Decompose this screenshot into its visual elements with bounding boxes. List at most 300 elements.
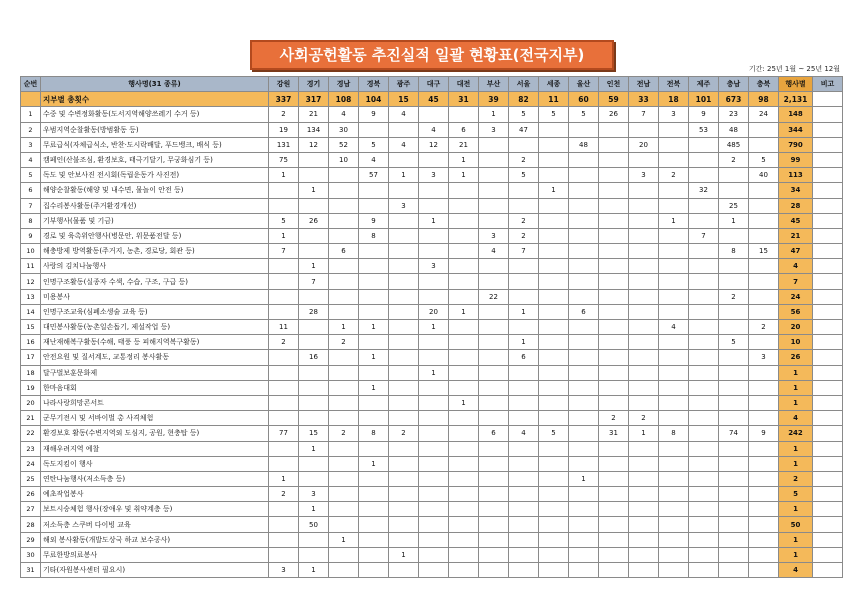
region-count: [479, 487, 509, 502]
table-row: [21, 441, 843, 456]
activity-sum: 1: [779, 532, 813, 547]
header-region: 충북: [749, 77, 779, 92]
region-count: [599, 168, 629, 183]
region-count: [419, 107, 449, 122]
region-count: [389, 441, 419, 456]
region-count: [329, 411, 359, 426]
region-count: [599, 502, 629, 517]
region-count: [629, 274, 659, 289]
region-count: [389, 335, 419, 350]
region-count: [449, 380, 479, 395]
activity-name: 독도지킴이 행사: [41, 456, 269, 471]
region-count: [689, 350, 719, 365]
region-count: [329, 350, 359, 365]
activity-sum: 21: [779, 228, 813, 243]
region-count: [509, 502, 539, 517]
total-sum: 2,131: [779, 92, 813, 107]
total-value: 98: [749, 92, 779, 107]
region-count: [419, 183, 449, 198]
region-count: 6: [329, 244, 359, 259]
region-count: [569, 487, 599, 502]
total-value: 108: [329, 92, 359, 107]
activity-sum: 28: [779, 198, 813, 213]
region-count: [389, 213, 419, 228]
region-count: [449, 107, 479, 122]
note-cell: [813, 350, 843, 365]
region-count: 1: [269, 471, 299, 486]
region-count: [389, 395, 419, 410]
table-row: [21, 244, 843, 259]
region-count: [539, 487, 569, 502]
table-row: [21, 532, 843, 547]
region-count: [479, 502, 509, 517]
region-count: [449, 547, 479, 562]
region-count: 15: [749, 244, 779, 259]
region-count: [689, 547, 719, 562]
region-count: [539, 380, 569, 395]
row-number: 31: [21, 563, 41, 578]
row-number: 14: [21, 304, 41, 319]
region-count: [299, 395, 329, 410]
region-count: [479, 198, 509, 213]
region-count: [599, 259, 629, 274]
row-number: 26: [21, 487, 41, 502]
region-count: [689, 289, 719, 304]
total-no-cell: [21, 92, 41, 107]
region-count: [269, 289, 299, 304]
region-count: [749, 395, 779, 410]
region-count: [659, 304, 689, 319]
activity-name: 사랑의 김치나눔행사: [41, 259, 269, 274]
region-count: [599, 335, 629, 350]
region-count: [419, 532, 449, 547]
region-count: [299, 411, 329, 426]
region-count: [269, 274, 299, 289]
region-count: 134: [299, 122, 329, 137]
region-count: [299, 532, 329, 547]
row-number: 12: [21, 274, 41, 289]
region-count: [449, 411, 479, 426]
region-count: 21: [299, 107, 329, 122]
row-number: 25: [21, 471, 41, 486]
activity-name: 한마음대회: [41, 380, 269, 395]
region-count: [539, 320, 569, 335]
region-count: [269, 304, 299, 319]
region-count: [749, 471, 779, 486]
region-count: [299, 228, 329, 243]
activity-sum: 148: [779, 107, 813, 122]
header-region: 대구: [419, 77, 449, 92]
region-count: 5: [359, 137, 389, 152]
row-number: 30: [21, 547, 41, 562]
region-count: [659, 532, 689, 547]
region-count: 1: [359, 320, 389, 335]
region-count: 1: [299, 563, 329, 578]
region-count: [389, 502, 419, 517]
table-row: [21, 228, 843, 243]
region-count: [419, 471, 449, 486]
region-count: [659, 244, 689, 259]
table-row: [21, 426, 843, 441]
region-count: [539, 213, 569, 228]
region-count: [569, 198, 599, 213]
region-count: [659, 441, 689, 456]
region-count: 1: [269, 228, 299, 243]
header-name: 행사명(31 종류): [41, 77, 269, 92]
region-count: [689, 152, 719, 167]
region-count: [569, 335, 599, 350]
activity-sum: 10: [779, 335, 813, 350]
region-count: [749, 563, 779, 578]
region-count: [389, 228, 419, 243]
region-count: 10: [329, 152, 359, 167]
region-count: [659, 365, 689, 380]
region-count: 1: [509, 335, 539, 350]
region-count: [359, 563, 389, 578]
header-region: 서울: [509, 77, 539, 92]
region-count: [539, 411, 569, 426]
region-count: [389, 152, 419, 167]
region-count: 20: [419, 304, 449, 319]
region-count: [389, 244, 419, 259]
region-count: [629, 289, 659, 304]
region-count: [449, 320, 479, 335]
region-count: [569, 547, 599, 562]
note-cell: [813, 411, 843, 426]
row-number: 29: [21, 532, 41, 547]
region-count: 40: [749, 168, 779, 183]
region-count: [479, 411, 509, 426]
region-count: [599, 456, 629, 471]
row-number: 22: [21, 426, 41, 441]
region-count: [269, 365, 299, 380]
region-count: [689, 502, 719, 517]
region-count: 2: [509, 213, 539, 228]
region-count: [689, 426, 719, 441]
region-count: [629, 547, 659, 562]
activity-name: 무료한방의료봉사: [41, 547, 269, 562]
region-count: [569, 320, 599, 335]
region-count: [629, 350, 659, 365]
region-count: 7: [689, 228, 719, 243]
region-count: [389, 259, 419, 274]
region-count: [419, 411, 449, 426]
region-count: [539, 259, 569, 274]
region-count: [689, 274, 719, 289]
region-count: 1: [659, 213, 689, 228]
note-cell: [813, 152, 843, 167]
region-count: 1: [359, 350, 389, 365]
region-count: 3: [659, 107, 689, 122]
region-count: [329, 456, 359, 471]
region-count: 5: [539, 426, 569, 441]
region-count: [749, 517, 779, 532]
region-count: [569, 395, 599, 410]
region-count: [689, 213, 719, 228]
header-region: 대전: [449, 77, 479, 92]
header-region: 전북: [659, 77, 689, 92]
region-count: 7: [269, 244, 299, 259]
region-count: [599, 152, 629, 167]
region-count: [659, 335, 689, 350]
region-count: [419, 502, 449, 517]
region-count: [539, 289, 569, 304]
region-count: 1: [299, 441, 329, 456]
region-count: [479, 213, 509, 228]
row-number: 10: [21, 244, 41, 259]
region-count: [479, 304, 509, 319]
region-count: 6: [449, 122, 479, 137]
region-count: 19: [269, 122, 299, 137]
region-count: [539, 532, 569, 547]
region-count: 3: [419, 259, 449, 274]
region-count: 1: [449, 395, 479, 410]
region-count: [389, 456, 419, 471]
region-count: [629, 563, 659, 578]
region-count: [569, 259, 599, 274]
row-number: 15: [21, 320, 41, 335]
table-row: [21, 411, 843, 426]
note-cell: [813, 502, 843, 517]
region-count: [629, 183, 659, 198]
region-count: [569, 289, 599, 304]
activity-sum: 5: [779, 487, 813, 502]
region-count: [659, 228, 689, 243]
table-row: [21, 350, 843, 365]
region-count: [599, 198, 629, 213]
region-count: 2: [509, 152, 539, 167]
region-count: [329, 517, 359, 532]
region-count: 3: [299, 487, 329, 502]
region-count: [599, 365, 629, 380]
region-count: [719, 320, 749, 335]
region-count: [419, 289, 449, 304]
region-count: 7: [509, 244, 539, 259]
region-count: [329, 563, 359, 578]
region-count: 4: [419, 122, 449, 137]
region-count: [629, 244, 659, 259]
region-count: 9: [359, 213, 389, 228]
region-count: [479, 183, 509, 198]
region-count: [719, 304, 749, 319]
region-count: [629, 122, 659, 137]
total-label: 지부별 총횟수: [41, 92, 269, 107]
region-count: 3: [269, 563, 299, 578]
header-region: 제주: [689, 77, 719, 92]
region-count: [539, 365, 569, 380]
region-count: 9: [689, 107, 719, 122]
region-count: [449, 259, 479, 274]
region-count: [749, 411, 779, 426]
activity-name: 재해우려지역 예찰: [41, 441, 269, 456]
region-count: 1: [629, 426, 659, 441]
activity-name: 보트시승체험 행사(장애우 및 취약계층 등): [41, 502, 269, 517]
region-count: 5: [569, 107, 599, 122]
region-count: [749, 487, 779, 502]
region-count: [599, 547, 629, 562]
region-count: [539, 304, 569, 319]
region-count: [629, 335, 659, 350]
activity-name: 해충방제 방역활동(주거지, 농촌, 경로당, 회관 등): [41, 244, 269, 259]
header-row: [21, 77, 843, 92]
region-count: 23: [719, 107, 749, 122]
region-count: 7: [629, 107, 659, 122]
activity-name: 경로 및 육촉위안행사(병문안, 위문품전달 등): [41, 228, 269, 243]
region-count: [689, 137, 719, 152]
region-count: 3: [749, 350, 779, 365]
header-region: 울산: [569, 77, 599, 92]
region-count: 3: [419, 168, 449, 183]
region-count: [299, 335, 329, 350]
region-count: [389, 304, 419, 319]
region-count: [749, 274, 779, 289]
region-count: [719, 487, 749, 502]
table-row: [21, 547, 843, 562]
region-count: [299, 198, 329, 213]
row-number: 4: [21, 152, 41, 167]
region-count: 31: [599, 426, 629, 441]
region-count: [749, 228, 779, 243]
region-count: [269, 380, 299, 395]
region-count: [509, 289, 539, 304]
region-count: [359, 183, 389, 198]
row-number: 28: [21, 517, 41, 532]
region-count: [719, 563, 749, 578]
region-count: [389, 563, 419, 578]
region-count: 6: [569, 304, 599, 319]
activity-name: 해외 봉사활동(개발도상국 하교 보수공사): [41, 532, 269, 547]
region-count: 1: [299, 183, 329, 198]
row-number: 2: [21, 122, 41, 137]
region-count: [269, 395, 299, 410]
note-cell: [813, 122, 843, 137]
region-count: [689, 244, 719, 259]
header-region: 충남: [719, 77, 749, 92]
region-count: [539, 137, 569, 152]
region-count: [329, 380, 359, 395]
header-region: 경남: [329, 77, 359, 92]
region-count: [359, 502, 389, 517]
note-cell: [813, 426, 843, 441]
region-count: [449, 335, 479, 350]
region-count: [689, 471, 719, 486]
region-count: [749, 304, 779, 319]
region-count: [629, 456, 659, 471]
region-count: [389, 350, 419, 365]
region-count: [269, 532, 299, 547]
region-count: 2: [269, 335, 299, 350]
table-row: [21, 304, 843, 319]
region-count: 1: [329, 532, 359, 547]
region-count: 2: [719, 152, 749, 167]
activity-name: 저소득층 스쿠버 다이빙 교육: [41, 517, 269, 532]
note-cell: [813, 289, 843, 304]
region-count: [719, 365, 749, 380]
region-count: [359, 244, 389, 259]
region-count: [569, 380, 599, 395]
region-count: 1: [389, 168, 419, 183]
region-count: [329, 228, 359, 243]
region-count: [719, 411, 749, 426]
activity-sum: 45: [779, 213, 813, 228]
region-count: 2: [269, 487, 299, 502]
activity-sum: 1: [779, 365, 813, 380]
region-count: [629, 517, 659, 532]
header-region: 부산: [479, 77, 509, 92]
region-count: [299, 168, 329, 183]
total-value: 15: [389, 92, 419, 107]
region-count: [269, 441, 299, 456]
region-count: [359, 471, 389, 486]
region-count: [329, 395, 359, 410]
region-count: 21: [449, 137, 479, 152]
region-count: [299, 320, 329, 335]
region-count: 131: [269, 137, 299, 152]
region-count: [329, 304, 359, 319]
region-count: 5: [509, 168, 539, 183]
region-count: [359, 411, 389, 426]
region-count: 28: [299, 304, 329, 319]
region-count: [599, 183, 629, 198]
region-count: 3: [389, 198, 419, 213]
activity-name: 독도 및 안보사진 전시회(독립운동가 사진전): [41, 168, 269, 183]
region-count: [509, 547, 539, 562]
region-count: [509, 259, 539, 274]
region-count: [599, 304, 629, 319]
period-label: 기간: 25년 1월 ~ 25년 12월: [748, 65, 840, 73]
region-count: [389, 320, 419, 335]
row-number: 17: [21, 350, 41, 365]
region-count: [749, 335, 779, 350]
region-count: [689, 517, 719, 532]
region-count: [419, 335, 449, 350]
activity-sum: 20: [779, 320, 813, 335]
region-count: [629, 259, 659, 274]
region-count: 2: [389, 426, 419, 441]
region-count: [749, 547, 779, 562]
region-count: [749, 502, 779, 517]
note-cell: [813, 395, 843, 410]
region-count: [659, 274, 689, 289]
region-count: [629, 152, 659, 167]
activity-sum: 1: [779, 441, 813, 456]
region-count: [749, 183, 779, 198]
region-count: [509, 198, 539, 213]
region-count: 4: [479, 244, 509, 259]
region-count: [599, 517, 629, 532]
region-count: [689, 532, 719, 547]
region-count: 8: [659, 426, 689, 441]
region-count: 4: [329, 107, 359, 122]
activity-sum: 56: [779, 304, 813, 319]
note-cell: [813, 335, 843, 350]
region-count: [509, 471, 539, 486]
note-cell: [813, 380, 843, 395]
region-count: 1: [419, 320, 449, 335]
region-count: [479, 471, 509, 486]
region-count: [269, 547, 299, 562]
region-count: [689, 411, 719, 426]
region-count: 5: [749, 152, 779, 167]
region-count: [719, 259, 749, 274]
region-count: 485: [719, 137, 749, 152]
activity-sum: 7: [779, 274, 813, 289]
note-cell: [813, 213, 843, 228]
region-count: [719, 441, 749, 456]
region-count: [359, 335, 389, 350]
note-cell: [813, 563, 843, 578]
region-count: 12: [419, 137, 449, 152]
